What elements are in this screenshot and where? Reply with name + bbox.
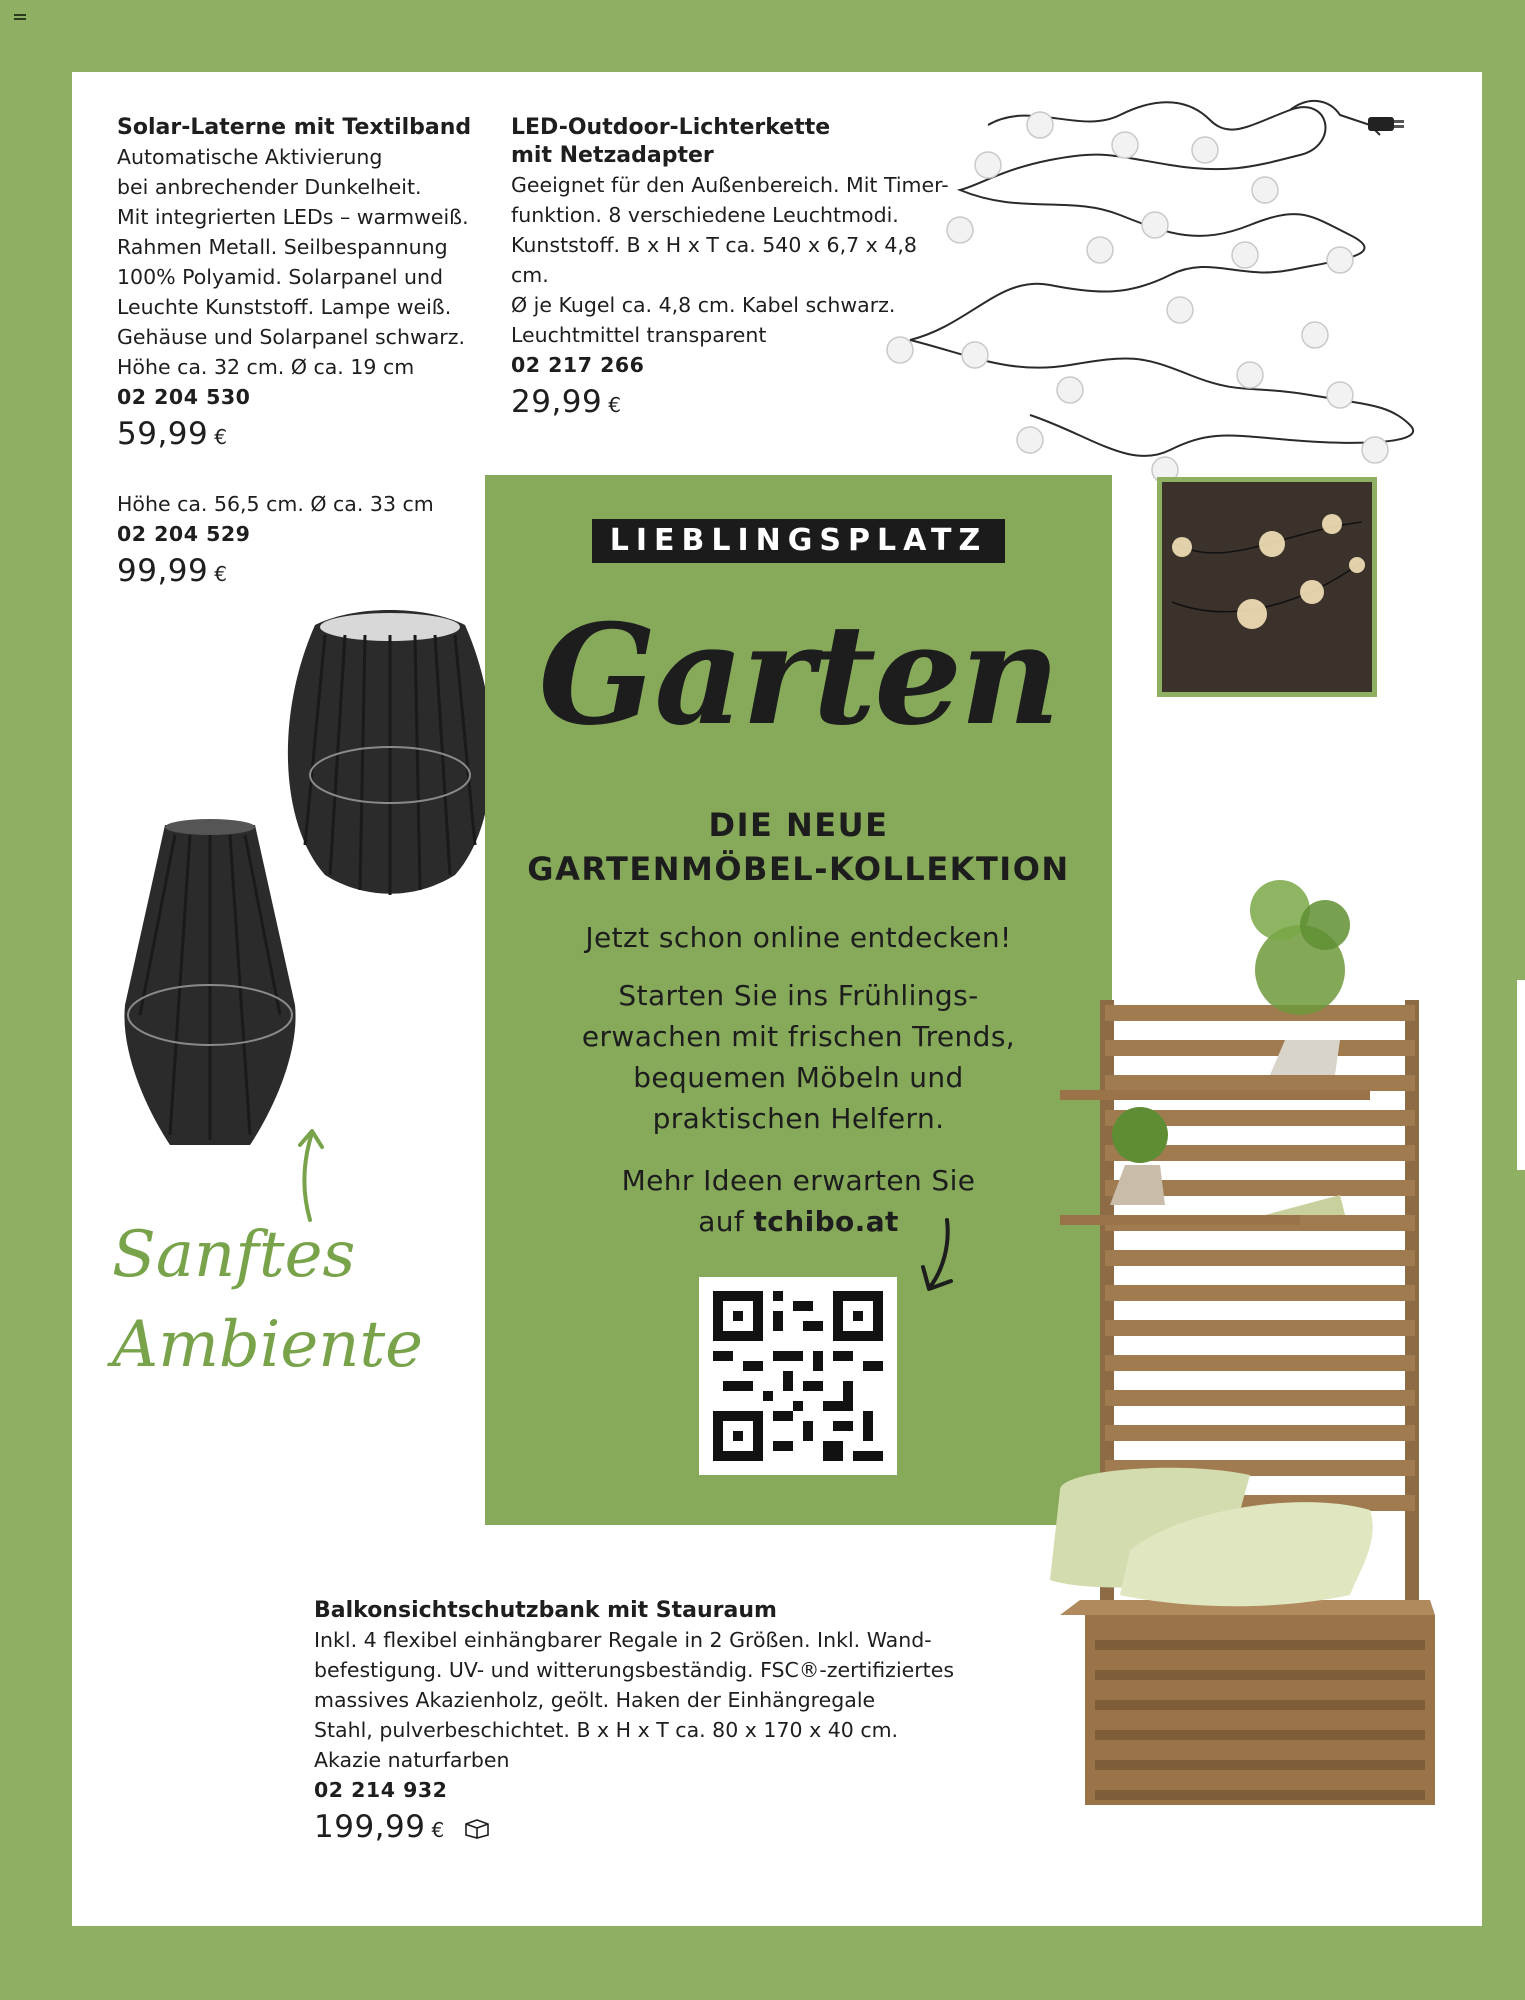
promo-kicker: LIEBLINGSPLATZ [592,519,1005,563]
solar-lantern-info [117,114,487,459]
promo-more-ideas: Mehr Ideen erwarten Sie [621,1164,976,1197]
price-value: 59,99 [117,416,209,452]
currency: € [214,425,228,449]
product-description: Automatische Aktivierung bei anbrechender Dunkelheit. Mit integrierten LEDs – warmweiß. Rahmen Metall. Seilbespannung 100% Polyamid. Solarpanel und Leuchte Kunststoff. Lampe weiß. Gehäuse und Solarpanel schwarz. Höhe ca. 32 cm. Ø ca. 19 cm [117,145,469,379]
bench-image [1000,850,1460,1830]
bench-info [314,1597,954,1852]
article-number: 02 217 266 [511,353,645,377]
currency: € [431,1818,445,1842]
script-tagline-text: Sanftes Ambiente [112,1218,424,1382]
price-value: 99,99 [117,553,209,589]
lantern-small-image [110,815,310,1155]
promo-cta: Jetzt schon online entdecken! [585,921,1012,954]
article-number: 02 214 932 [314,1778,448,1802]
qr-code[interactable] [699,1277,897,1475]
promo-website-prefix: auf [698,1205,754,1238]
product-title: LED-Outdoor-Lichterkette mit Netzadapter [511,115,831,168]
product-description: Geeignet für den Außenbereich. Mit Timer- funktion. 8 verschiedene Leuchtmodi. Kunststoff. B x H x T ca. 540 x 6,7 x 4,8 cm. Ø je Kugel ca. 4,8 cm. Kabel schwarz. Leuchtmittel transparent [511,173,949,347]
menu-icon[interactable] [14,14,26,24]
promo-headline: DIE NEUE GARTENMÖBEL-KOLLEKTION [527,806,1070,888]
page-edge [1505,0,1525,2000]
article-number: 02 204 529 [117,522,251,546]
currency: € [214,562,228,586]
solar-lantern-variant [117,489,487,596]
promo-body: Starten Sie ins Frühlings- erwachen mit frischen Trends, bequemen Möbeln und praktischen Helfern. [581,979,1016,1135]
price-value: 199,99 [314,1809,426,1845]
price [117,549,487,596]
product-description: Inkl. 4 flexibel einhängbarer Regale in 2 Größen. Inkl. Wand- befestigung. UV- und witterungsbeständig. FSC®-zertifiziertes massives Akazienholz, geölt. Haken der Einhängregale Stahl, pulverbeschichtet. B x H x T ca. 80 x 170 x 40 cm. Akazie naturfarben [314,1628,955,1772]
variant-description: Höhe ca. 56,5 cm. Ø ca. 33 cm [117,492,434,516]
product-title: Solar-Laterne mit Textilband [117,115,472,140]
article-number: 02 204 530 [117,385,251,409]
currency: € [608,393,622,417]
price-value: 29,99 [511,384,603,420]
arrow-down-icon [915,1215,965,1295]
delivery-box-icon [463,1817,491,1839]
website-link[interactable]: tchibo.at [753,1205,899,1238]
promo-script-word: Garten [538,593,1059,756]
string-lights-photo [1157,477,1377,697]
script-tagline [112,1210,432,1390]
string-lights-image [870,95,1470,495]
price [314,1805,954,1852]
product-title: Balkonsichtschutzbank mit Stauraum [314,1598,777,1623]
price [117,412,487,459]
